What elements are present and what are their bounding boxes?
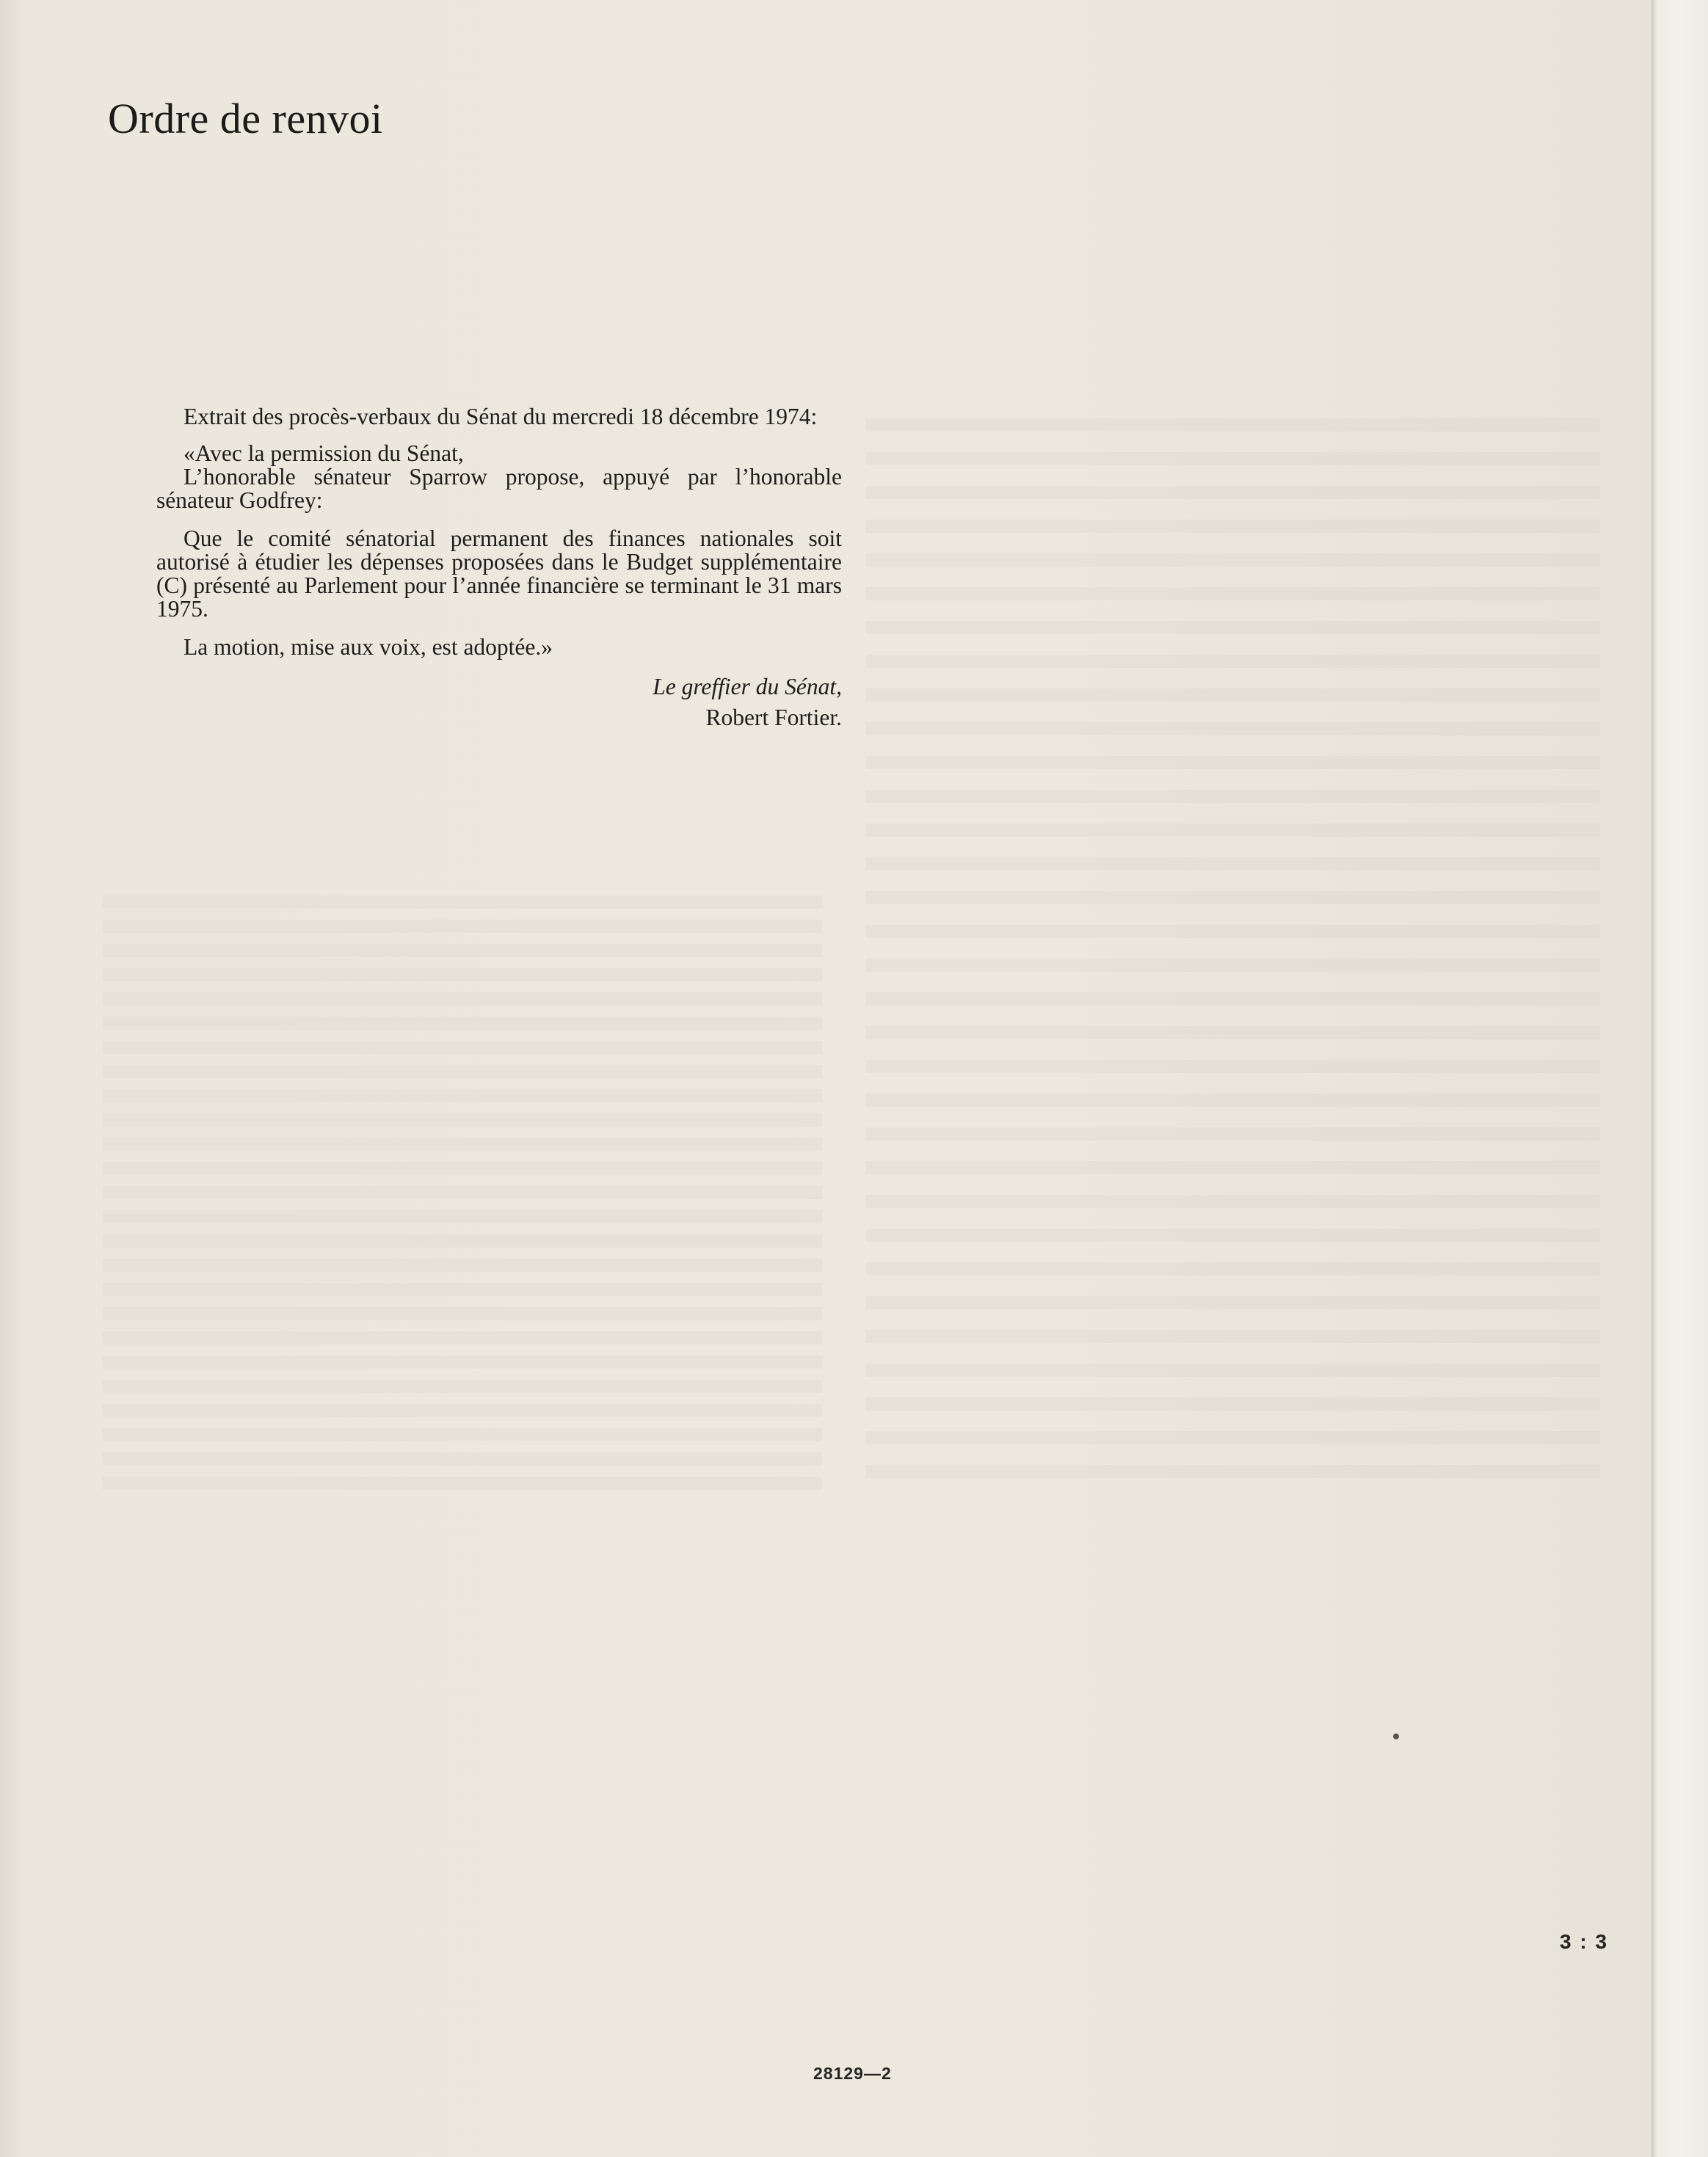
page-title: Ordre de renvoi <box>108 95 383 142</box>
intro-paragraph: Extrait des procès-verbaux du Sénat du mercredi 18 décembre 1974: <box>183 404 818 429</box>
signoff-name: Robert Fortier. <box>705 705 842 730</box>
quote-line-permission: «Avec la permission du Sénat, <box>183 440 464 466</box>
motion-text: Que le comité sénatorial permanent des finances nationales soit autorisé à étudier les dépenses proposées dans le Budget supplémentaire (C) présenté au Parlement pour l’année financière se terminant le 31 mars 1975. <box>156 525 842 622</box>
quoted-motion <box>108 442 842 659</box>
page-number: 3 : 3 <box>1560 1930 1609 1953</box>
ink-speck <box>1393 1734 1399 1739</box>
document-body <box>108 405 842 730</box>
page-fold-edge <box>1651 0 1708 2157</box>
quote-line-proposal: L’honorable sénateur Sparrow propose, appuyé par l’honorable sénateur Godfrey: <box>156 464 842 513</box>
print-code: 28129—2 <box>813 2064 892 2083</box>
motion-adopted: La motion, mise aux voix, est adoptée.» <box>183 634 553 660</box>
signoff-title: Le greffier du Sénat, <box>653 674 842 699</box>
